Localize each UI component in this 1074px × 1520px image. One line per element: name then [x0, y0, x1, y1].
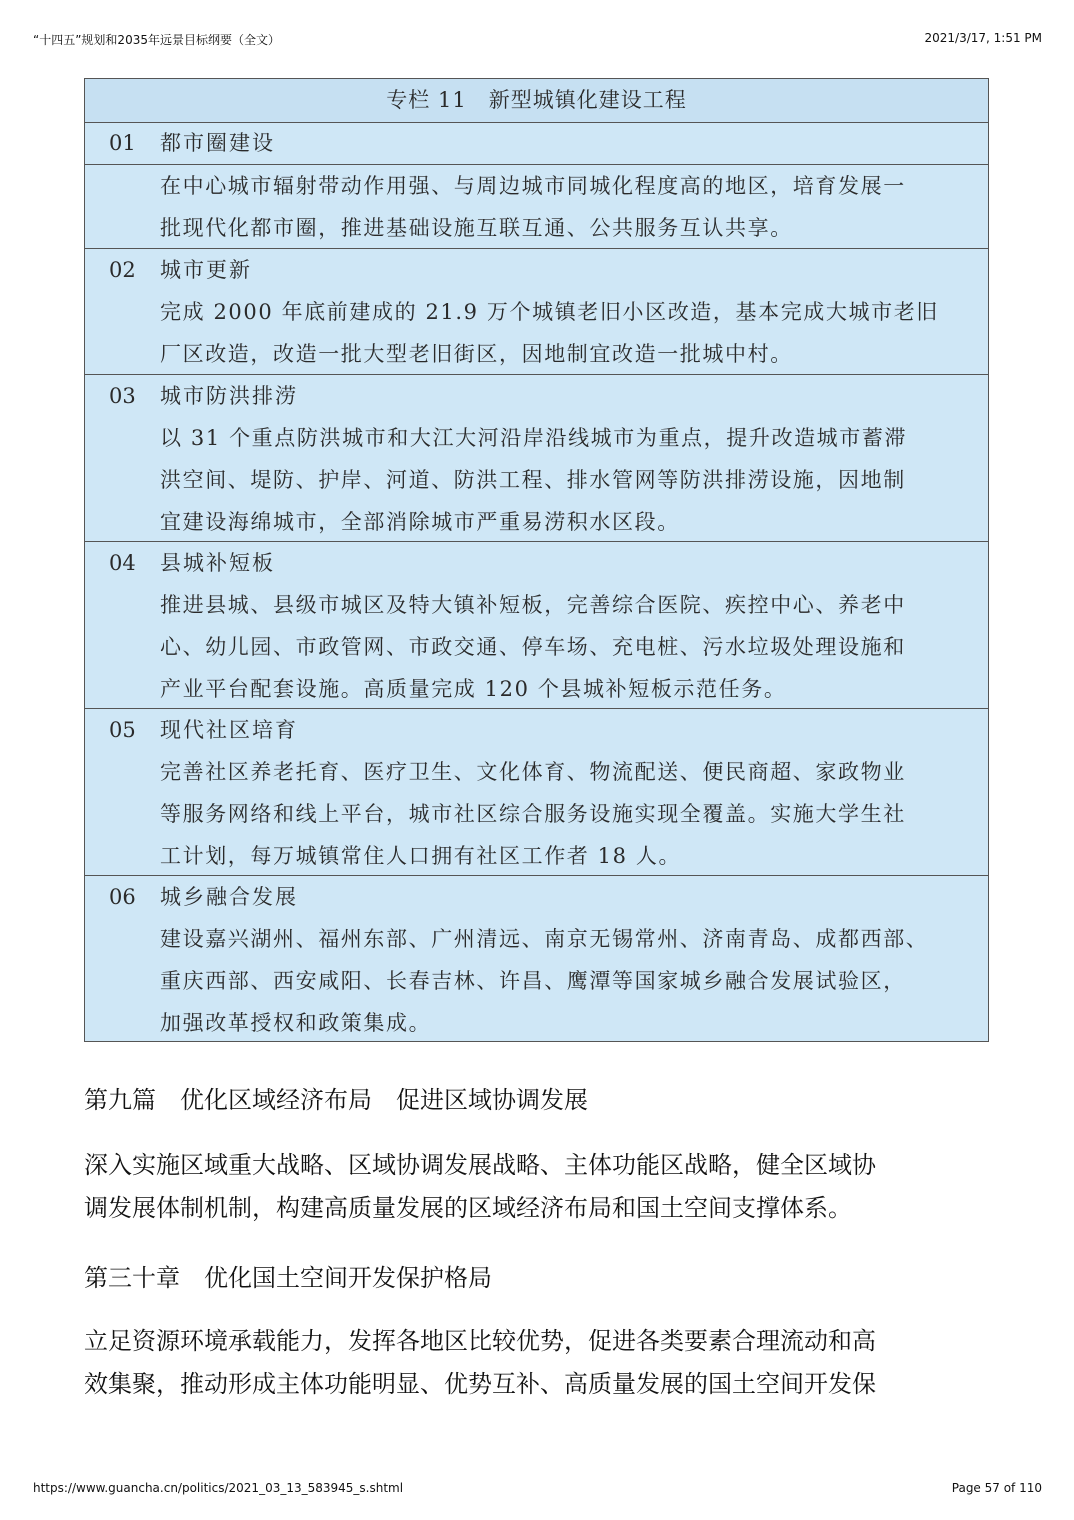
section-body: [160, 417, 980, 543]
section-body: [160, 584, 980, 710]
paragraph: [84, 1144, 994, 1230]
section-name: 都市圈建设: [160, 131, 275, 155]
section-line: 完成 2000 年底前建成的 21.9 万个城镇老旧小区改造，基本完成大城市老旧: [160, 300, 939, 324]
section-line: 宜建设海绵城市，全部消除城市严重易涝积水区段。: [160, 510, 680, 534]
section-header: [85, 375, 988, 417]
section-name: 城市更新: [160, 258, 252, 282]
section-line: 完善社区养老托育、医疗卫生、文化体育、物流配送、便民商超、家政物业: [160, 760, 906, 784]
infobox-section: [85, 709, 988, 876]
section-body: [160, 918, 980, 1044]
infobox-section: [85, 249, 988, 375]
section-line: 等服务网络和线上平台，城市社区综合服务设施实现全覆盖。实施大学生社: [160, 802, 906, 826]
print-header-datetime: 2021/3/17, 1:51 PM: [924, 31, 1042, 45]
section-line: 建设嘉兴湖州、福州东部、广州清远、南京无锡常州、济南青岛、成都西部、: [160, 927, 929, 951]
infobox-section: [85, 542, 988, 709]
section-line: 以 31 个重点防洪城市和大江大河沿岸沿线城市为重点，提升改造城市蓄滞: [160, 426, 908, 450]
section-header: [85, 542, 988, 584]
infobox-title: 专栏 11 新型城镇化建设工程: [85, 79, 988, 123]
section-number: 05: [109, 718, 136, 742]
section-line: 洪空间、堤防、护岸、河道、防洪工程、排水管网等防洪排涝设施，因地制: [160, 468, 906, 492]
infobox-column-11: [84, 78, 989, 1042]
paragraph: [84, 1320, 994, 1406]
section-line: 厂区改造，改造一批大型老旧街区，因地制宜改造一批城中村。: [160, 342, 793, 366]
section-line: 批现代化都市圈，推进基础设施互联互通、公共服务互认共享。: [160, 216, 793, 240]
infobox-section: [85, 122, 988, 249]
paragraph-line: 效集聚，推动形成主体功能明显、优势互补、高质量发展的国土空间开发保: [84, 1370, 876, 1398]
section-number: 06: [109, 885, 136, 909]
section-line: 心、幼儿园、市政管网、市政交通、停车场、充电桩、污水垃圾处理设施和: [160, 635, 906, 659]
print-footer-page: Page 57 of 110: [951, 1481, 1042, 1495]
part-heading: 第九篇 优化区域经济布局 促进区域协调发展: [84, 1086, 588, 1114]
print-footer-url: https://www.guancha.cn/politics/2021_03_13_583945_s.shtml: [33, 1481, 404, 1495]
section-header: [85, 249, 988, 291]
section-number: 04: [109, 551, 136, 575]
section-body: [160, 165, 980, 249]
section-line: 在中心城市辐射带动作用强、与周边城市同城化程度高的地区，培育发展一: [160, 174, 906, 198]
section-name: 城乡融合发展: [160, 885, 298, 909]
section-number: 01: [109, 131, 136, 155]
section-number: 03: [109, 384, 136, 408]
section-line: 重庆西部、西安咸阳、长春吉林、许昌、鹰潭等国家城乡融合发展试验区，: [160, 969, 906, 993]
infobox-section: [85, 375, 988, 542]
section-name: 县城补短板: [160, 551, 275, 575]
paragraph-line: 深入实施区域重大战略、区域协调发展战略、主体功能区战略，健全区域协: [84, 1151, 876, 1179]
section-line: 产业平台配套设施。高质量完成 120 个县城补短板示范任务。: [160, 677, 787, 701]
section-number: 02: [109, 258, 136, 282]
section-line: 工计划，每万城镇常住人口拥有社区工作者 18 人。: [160, 844, 682, 868]
section-header: [85, 876, 988, 918]
paragraph-line: 调发展体制机制，构建高质量发展的区域经济布局和国土空间支撑体系。: [84, 1194, 852, 1222]
section-header: [85, 709, 988, 751]
infobox-section: [85, 876, 988, 1040]
print-header-title: “十四五”规划和2035年远景目标纲要（全文）: [33, 33, 280, 47]
section-line: 推进县城、县级市城区及特大镇补短板，完善综合医院、疾控中心、养老中: [160, 593, 906, 617]
chapter-heading: 第三十章 优化国土空间开发保护格局: [84, 1264, 492, 1292]
section-body: [160, 291, 980, 375]
section-body: [160, 751, 980, 877]
paragraph-line: 立足资源环境承载能力，发挥各地区比较优势，促进各类要素合理流动和高: [84, 1327, 876, 1355]
section-line: 加强改革授权和政策集成。: [160, 1011, 432, 1035]
section-header: [85, 122, 988, 165]
section-name: 现代社区培育: [160, 718, 298, 742]
section-name: 城市防洪排涝: [160, 384, 298, 408]
